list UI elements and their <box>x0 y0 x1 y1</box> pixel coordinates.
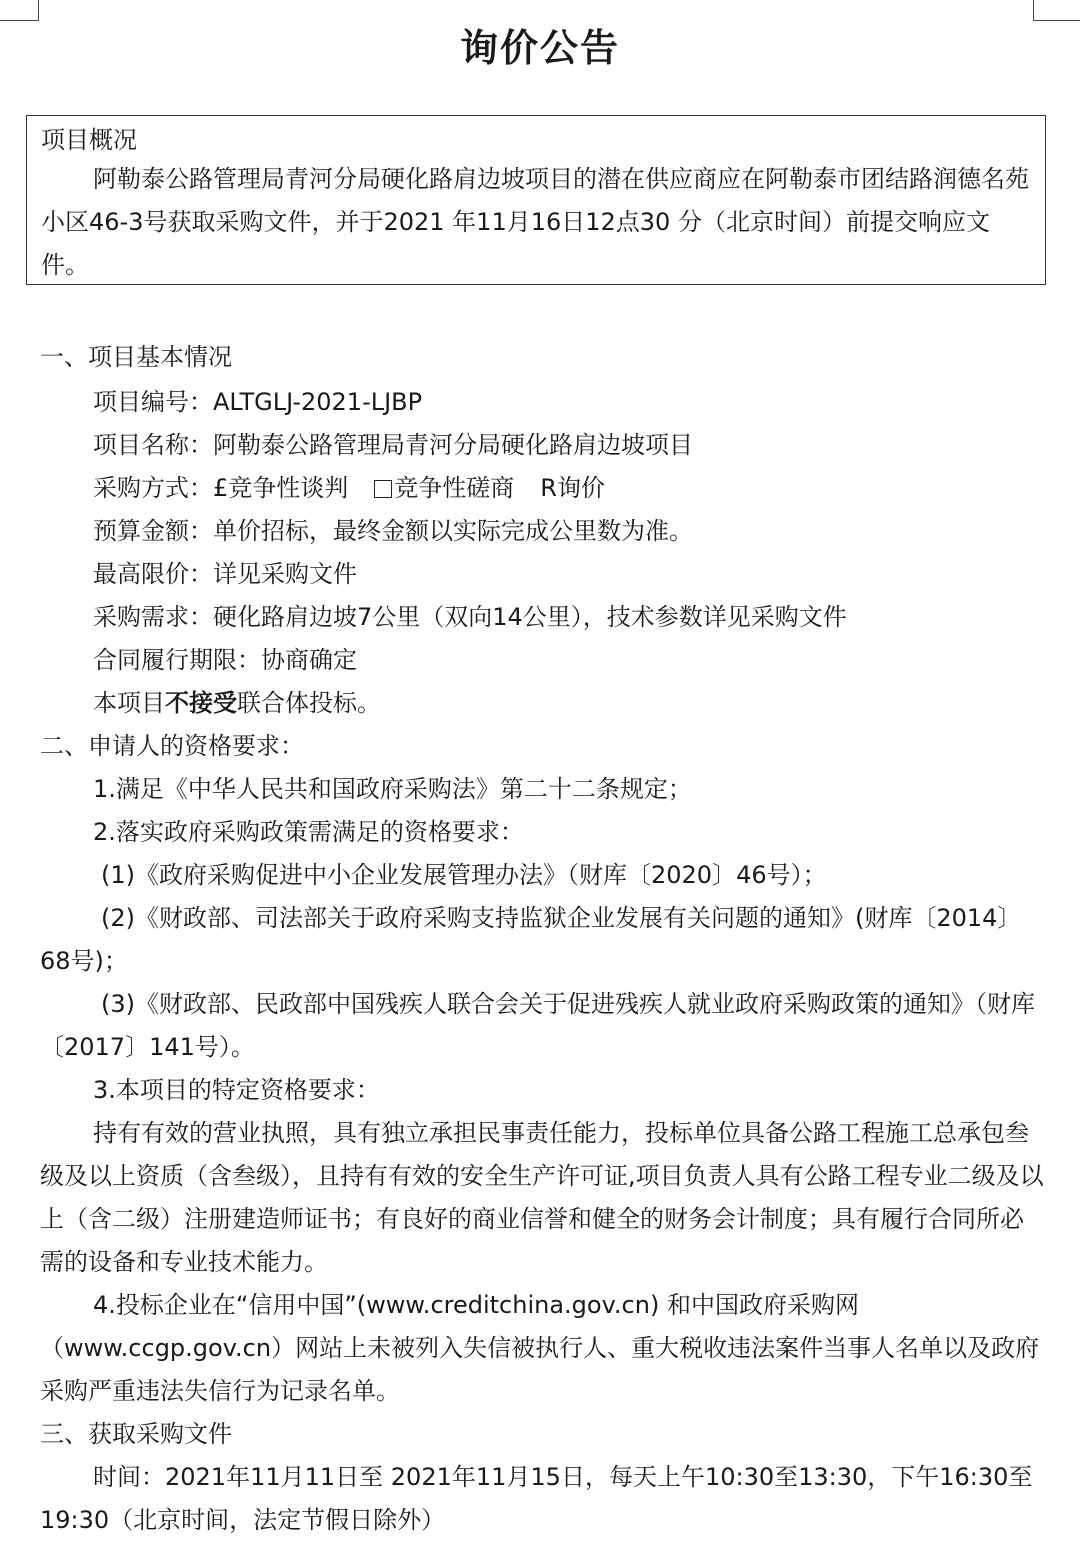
procurement-method-label: 采购方式： <box>93 474 213 502</box>
qualification-item-3: 3.本项目的特定资格要求： <box>93 1076 380 1104</box>
qualification-item-2-2: (2)《财政部、司法部关于政府采购支持监狱企业发展有关问题的通知》(财库〔2014〕68号)； <box>40 904 1022 975</box>
qualification-item-3-body: 持有有效的营业执照，具有独立承担民事责任能力，投标单位具备公路工程施工总承包叁级及以上资质（含叁级），且持有有效的安全生产许可证,项目负责人具有公路工程专业二级及以上（含二级）注册建造师证书；有良好的商业信誉和健全的财务会计制度；具有履行合同所必需的设备和专业技术能力。 <box>40 1119 1044 1276</box>
project-overview-box <box>26 115 1046 285</box>
section1-heading: 一、项目基本情况 <box>40 343 232 371</box>
overview-heading: 项目概况 <box>41 126 137 154</box>
page-corner-mark-right <box>1033 0 1080 21</box>
qualification-item-4: 4.投标企业在“信用中国”(www.creditchina.gov.cn) 和中国政府采购网（www.ccgp.gov.cn）网站上未被列入失信被执行人、重大税收违法案件当事人名单以及政府采购严重违法失信行为记录名单。 <box>40 1291 1040 1405</box>
page-title: 询价公告 <box>459 26 620 70</box>
contract-period: 合同履行期限：协商确定 <box>93 646 357 674</box>
consortium-note <box>40 682 1044 725</box>
procurement-demand: 采购需求：硬化路肩边坡7公里（双向14公里），技术参数详见采购文件 <box>93 603 847 631</box>
consortium-note-pre: 本项目 <box>93 689 165 717</box>
max-price: 最高限价：详见采购文件 <box>93 560 357 588</box>
project-name: 项目名称：阿勒泰公路管理局青河分局硬化路肩边坡项目 <box>93 431 693 459</box>
qualification-item-2: 2.落实政府采购政策需满足的资格要求： <box>93 818 524 846</box>
section3-heading: 三、获取采购文件 <box>40 1420 232 1448</box>
method-option-negotiation: £竞争性谈判 <box>213 474 349 502</box>
project-number: 项目编号：ALTGLJ-2021-LJBP <box>93 388 423 416</box>
qualification-item-1: 1.满足《中华人民共和国政府采购法》第二十二条规定； <box>93 775 692 803</box>
announcement-body <box>40 336 1044 1542</box>
consortium-note-bold: 不接受 <box>165 689 237 717</box>
document-acquisition-time: 时间：2021年11月11日至 2021年11月15日，每天上午10:30至13:30，下午16:30至19:30（北京时间，法定节假日除外） <box>40 1463 1033 1534</box>
budget-amount: 预算金额：单价招标，最终金额以实际完成公里数为准。 <box>93 517 693 545</box>
section2-heading: 二、申请人的资格要求： <box>40 732 304 760</box>
qualification-item-2-3: (3)《财政部、民政部中国残疾人联合会关于促进残疾人就业政府采购政策的通知》（财库〔2017〕141号）。 <box>40 990 1035 1061</box>
qualification-item-2-1: (1)《政府采购促进中小企业发展管理办法》（财库〔2020〕46号）； <box>101 861 827 889</box>
consortium-note-post: 联合体投标。 <box>237 689 381 717</box>
checkbox-icon <box>374 480 392 498</box>
method-option-inquiry: R询价 <box>540 474 605 502</box>
page-corner-mark-left <box>0 0 39 21</box>
overview-body: 阿勒泰公路管理局青河分局硬化路肩边坡项目的潜在供应商应在阿勒泰市团结路润德名苑小区46-3号获取采购文件，并于2021 年11月16日12点30 分（北京时间）前提交响应文件。 <box>41 165 1029 279</box>
procurement-method <box>40 467 1044 510</box>
method-option-consultation: 竞争性磋商 <box>394 474 515 502</box>
